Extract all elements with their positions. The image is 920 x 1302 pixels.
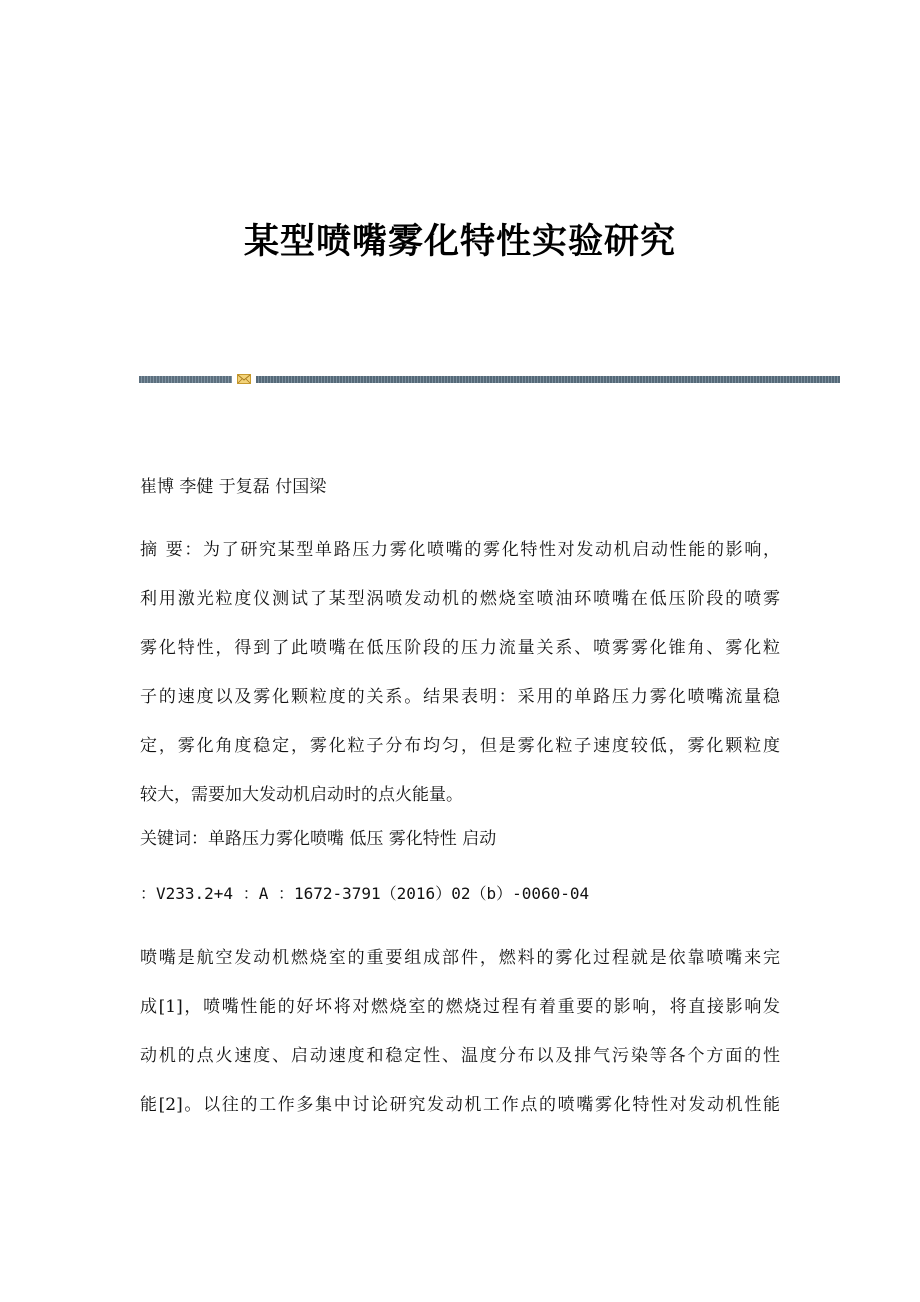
abstract [140,526,780,820]
divider-bar-left [139,376,232,383]
authors: 崔博 李健 于复磊 付国梁 [140,477,327,497]
body-line: 喷嘴是航空发动机燃烧室的重要组成部件，燃料的雾化过程就是依靠喷嘴来完 [140,948,780,968]
abstract-line: 较大，需要加大发动机启动时的点火能量。 [140,785,463,805]
abstract-line: 摘 要：为了研究某型单路压力雾化喷嘴的雾化特性对发动机启动性能的影响， [140,540,780,560]
body-line: 能[2]。以往的工作多集中讨论研究发动机工作点的喷嘴雾化特性对发动机性能 [140,1095,780,1115]
keywords: 关键词：单路压力雾化喷嘴 低压 雾化特性 启动 [140,829,497,849]
abstract-line: 子的速度以及雾化颗粒度的关系。结果表明：采用的单路压力雾化喷嘴流量稳 [140,687,780,707]
abstract-line: 雾化特性，得到了此喷嘴在低压阶段的压力流量关系、喷雾雾化锥角、雾化粒 [140,638,780,658]
body-text [140,934,780,1130]
title-divider [139,374,840,384]
abstract-line: 利用激光粒度仪测试了某型涡喷发动机的燃烧室喷油环喷嘴在低压阶段的喷雾 [140,589,780,609]
document-title: 某型喷嘴雾化特性实验研究 [243,222,676,262]
abstract-line: 定，雾化角度稳定，雾化粒子分布均匀，但是雾化粒子速度较低，雾化颗粒度 [140,736,780,756]
divider-bar-right [256,376,840,383]
divider-ornament-icon [237,374,251,384]
body-line: 动机的点火速度、启动速度和稳定性、温度分布以及排气污染等各个方面的性 [140,1046,780,1066]
body-line: 成[1]，喷嘴性能的好坏将对燃烧室的燃烧过程有着重要的影响，将直接影响发 [140,997,780,1017]
classification-codes: ：V233.2+4 ：A ：1672-3791（2016）02（b）-0060-04 [140,884,590,903]
